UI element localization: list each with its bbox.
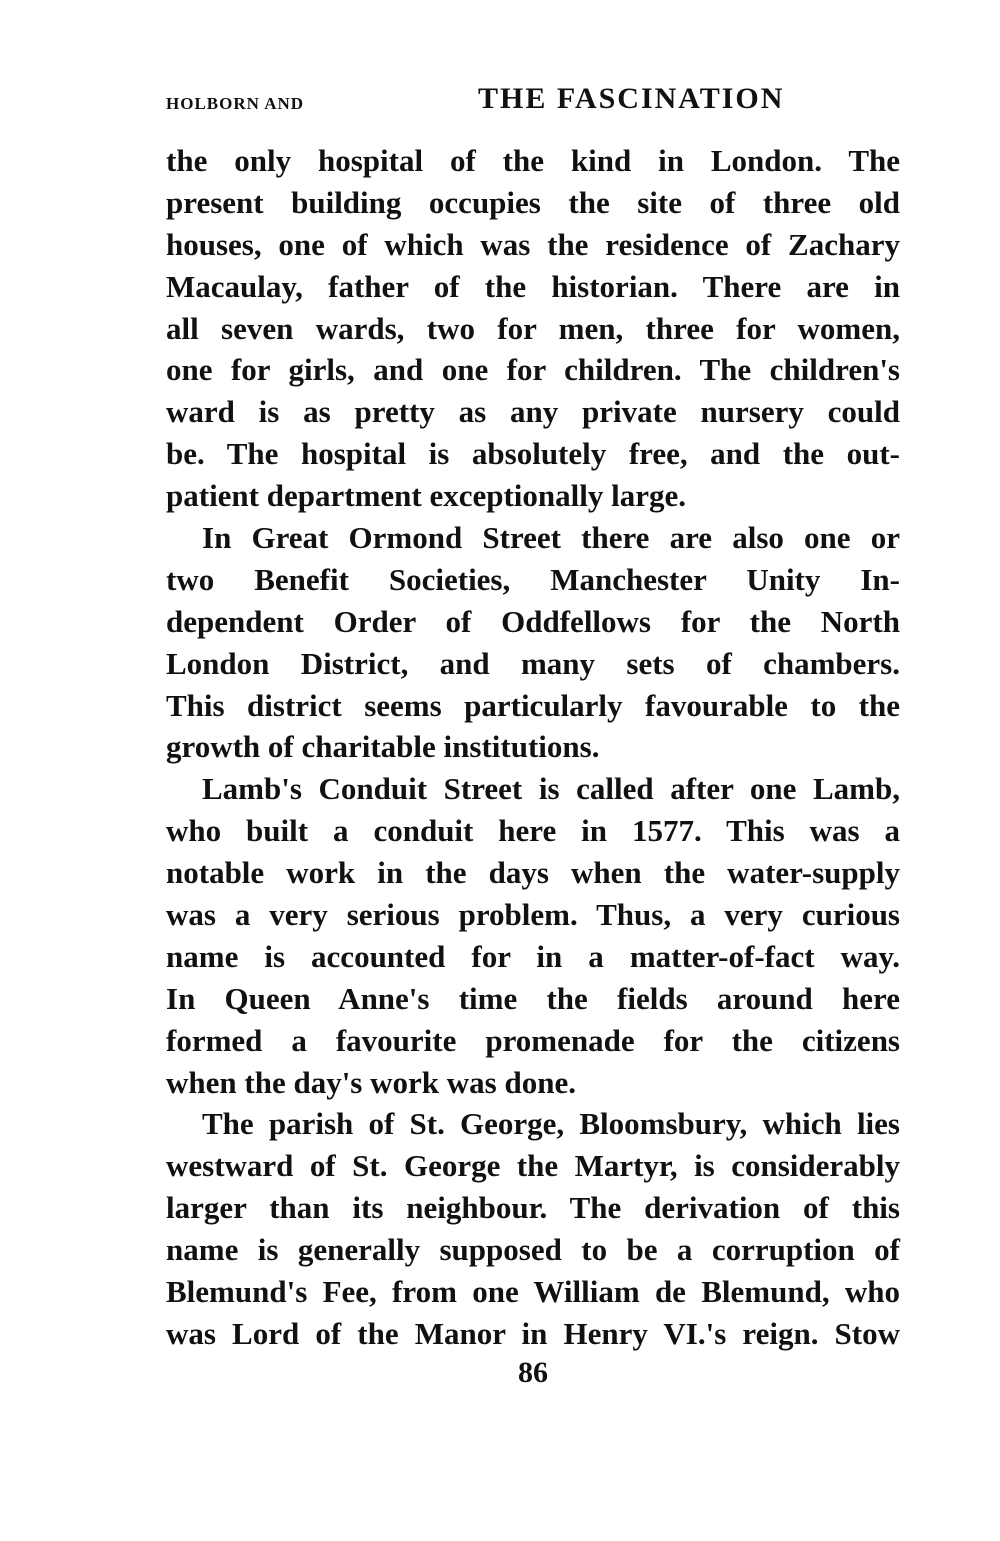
- text-line: when the day's work was done.: [166, 1064, 576, 1100]
- text-line: This district seems particularly favourable to the: [166, 687, 900, 723]
- page-number: 86: [518, 1356, 548, 1389]
- text-line: In Queen Anne's time the fields around here: [166, 980, 900, 1016]
- text-line: Lamb's Conduit Street is called after one Lamb,: [202, 771, 900, 807]
- text-line: the only hospital of the kind in London. The: [166, 143, 900, 178]
- text-line: larger than its neighbour. The derivation of this: [166, 1190, 900, 1226]
- text-line: formed a favourite promenade for the citizens: [166, 1022, 900, 1058]
- running-head-right: THE FASCINATION: [478, 82, 785, 115]
- text-line: growth of charitable institutions.: [166, 729, 600, 765]
- text-line: Blemund's Fee, from one William de Blemund, who: [166, 1274, 900, 1310]
- text-line: was Lord of the Manor in Henry VI.'s reign. Stow: [166, 1315, 900, 1351]
- text-line: notable work in the days when the water-supply: [166, 855, 900, 891]
- text-line: ward is as pretty as any private nursery could: [166, 394, 900, 430]
- text-line: all seven wards, two for men, three for women,: [166, 310, 900, 346]
- text-line: dependent Order of Oddfellows for the North: [166, 603, 900, 639]
- text-line: name is generally supposed to be a corruption of: [166, 1232, 900, 1268]
- running-head: [166, 82, 900, 122]
- text-line: name is accounted for in a matter-of-fact way.: [166, 938, 900, 974]
- text-line: patient department exceptionally large.: [166, 478, 687, 514]
- text-line: present building occupies the site of three old: [166, 184, 900, 220]
- text-line: houses, one of which was the residence of Zachary: [166, 226, 900, 262]
- text-line: The parish of St. George, Bloomsbury, which lies: [202, 1106, 900, 1142]
- text-line: London District, and many sets of chambers.: [166, 645, 900, 681]
- body-text: [166, 140, 900, 1355]
- text-line: who built a conduit here in 1577. This was a: [166, 813, 900, 849]
- text-line: In Great Ormond Street there are also one or: [202, 520, 900, 556]
- text-line: two Benefit Societies, Manchester Unity In-: [166, 561, 900, 597]
- running-head-left: HOLBORN AND: [166, 94, 305, 113]
- text-line: be. The hospital is absolutely free, and the out-: [166, 436, 900, 472]
- text-line: Macaulay, father of the historian. There are in: [166, 268, 900, 304]
- text-line: westward of St. George the Martyr, is considerably: [166, 1148, 900, 1184]
- text-line: one for girls, and one for children. The children's: [166, 352, 900, 388]
- text-line: was a very serious problem. Thus, a very curious: [166, 897, 900, 933]
